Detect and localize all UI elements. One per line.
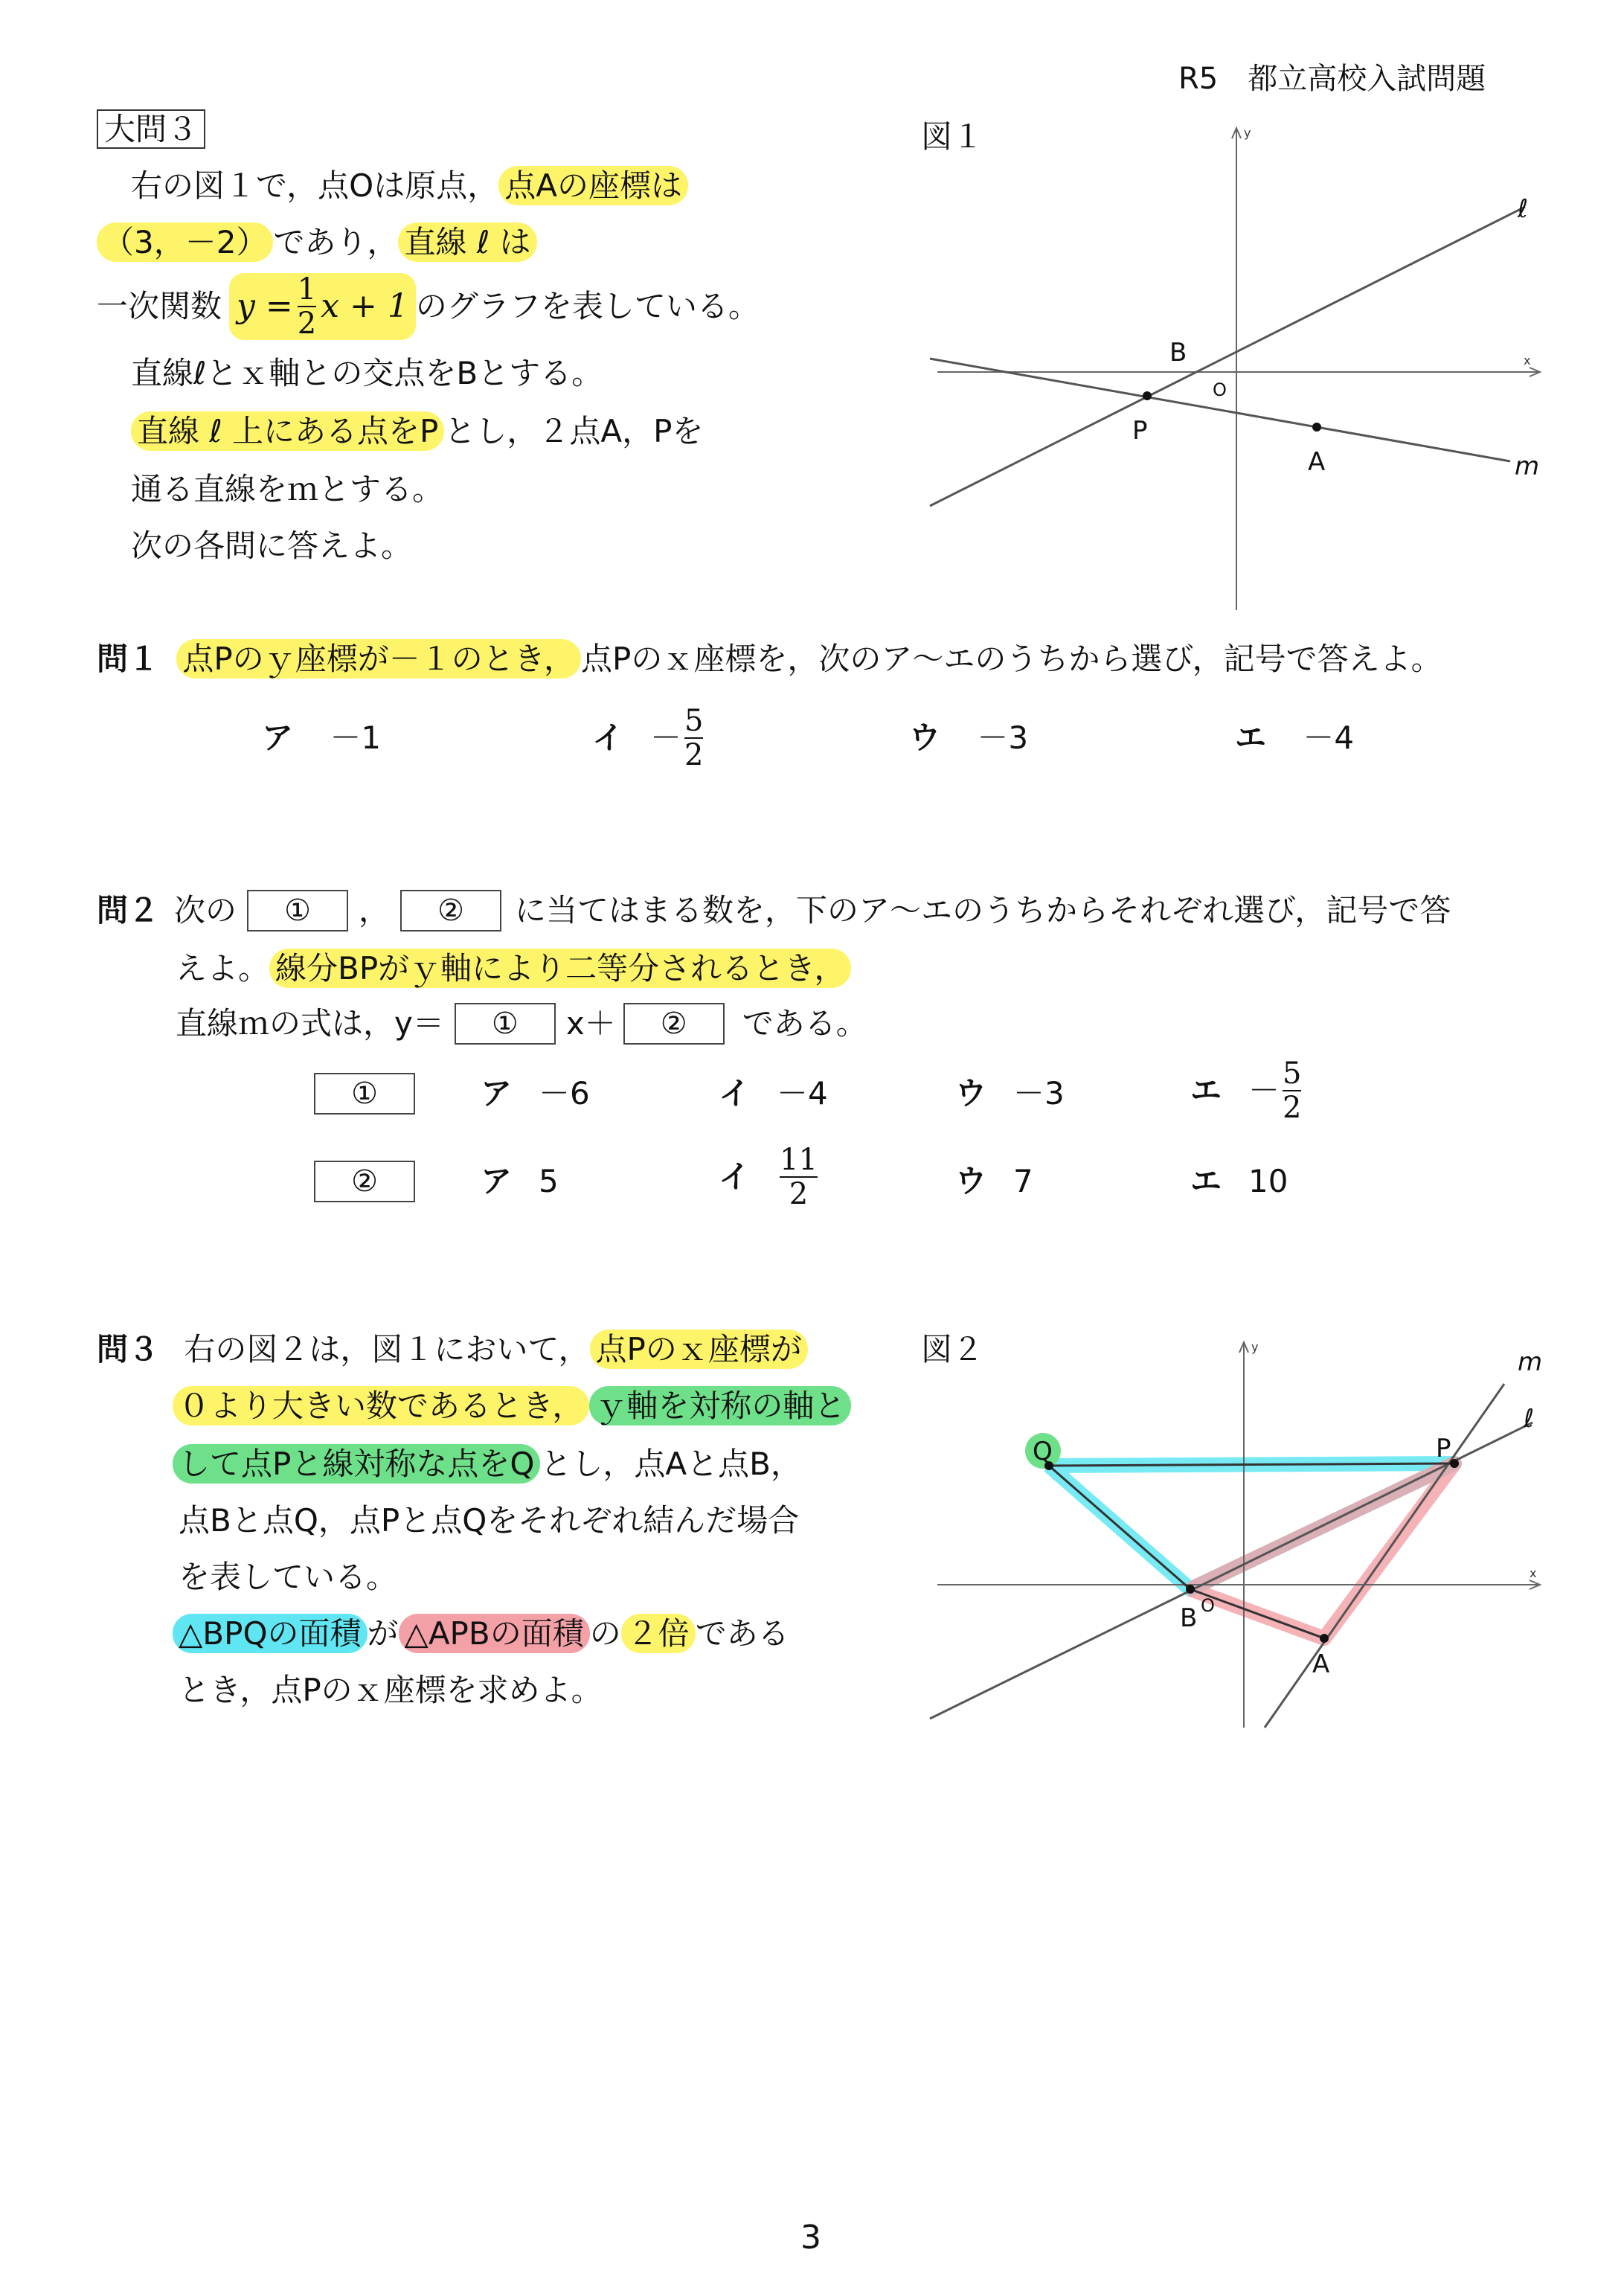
equation-blank-2: ② [623, 1003, 725, 1045]
intro-line-4: 直線ℓとｘ軸との交点をBとする。 [131, 355, 603, 391]
q2-row2-choice-d: エ 10 [1190, 1163, 1288, 1199]
intro-line-6: 通る直線をｍとする。 [131, 471, 444, 507]
point-B-label: B [1180, 1603, 1198, 1633]
question-3-line-7: とき，点Pのｘ座標を求めよ。 [179, 1672, 603, 1708]
line-m [930, 359, 1510, 461]
y-axis-label: y [1244, 126, 1251, 140]
intro-line-2: （3，－2） であり， 直線 ℓ は [97, 222, 537, 263]
question-3-line-1: 問３ 右の図２は，図１において， 点Pのｘ座標が [97, 1329, 808, 1370]
row-2-box: ② [314, 1161, 415, 1202]
linear-function-formula: y = $\frac{1}{2}$ x + 1 [229, 273, 416, 340]
blank-2-box: ② [400, 890, 501, 931]
line-l [930, 207, 1525, 506]
q2-row1-choice-a: ア －6 [481, 1075, 590, 1112]
line-m [1265, 1384, 1504, 1728]
q2-row-1 [314, 1056, 415, 1131]
problem-label: 大問３ [97, 109, 205, 150]
intro-line-3: 一次関数 y = $\frac{1}{2}$ x + 1 のグラフを表している。 [97, 272, 760, 341]
question-3-label: 問３ [97, 1331, 160, 1367]
x-axis-label: x [1524, 353, 1531, 368]
question-2-line-1: 問２ 次の ① ， ② に当てはまる数を，下のア～エのうちからそれぞれ選び，記号で答 [97, 890, 1451, 931]
q2-row2-choice-b-fraction: $\frac{11}{2}$ [780, 1143, 818, 1211]
q1-choice-d: エ －4 [1235, 719, 1355, 756]
point-P [1450, 1459, 1459, 1468]
point-A-label: A [1308, 447, 1326, 477]
question-3-line-6: △BPQの面積 が △APBの面積 の ２倍 である [173, 1613, 789, 1655]
triangle-APB-highlight [1190, 1463, 1454, 1638]
q2-row-2 [314, 1144, 415, 1219]
origin-label: O [1213, 379, 1227, 400]
q1-choice-c: ウ －3 [909, 719, 1029, 756]
question-1-label: 問１ [97, 641, 160, 677]
point-P-label: P [1436, 1434, 1451, 1463]
figure-2 [922, 1332, 1562, 1741]
figure-2-label: 図２ [921, 1331, 984, 1367]
q1-choice-b-fraction: $\frac{5}{2}$ [684, 704, 704, 772]
point-B [1186, 1585, 1195, 1594]
line-l-label: ℓ [1524, 1404, 1535, 1434]
segment-QB [1049, 1466, 1190, 1589]
point-A [1312, 423, 1321, 432]
question-2-line-3: 直線ｍの式は，y＝ ① x＋ ② である。 [176, 1003, 867, 1045]
q2-row1-choice-d-fraction: $\frac{5}{2}$ [1283, 1056, 1302, 1125]
q2-row2-choice-b: イ $\frac{11}{2}$ [719, 1143, 818, 1211]
origin-label: O [1201, 1595, 1215, 1616]
point-P [1143, 391, 1152, 400]
question-3-line-4: 点Bと点Q，点Pと点Qをそれぞれ結んだ場合 [179, 1502, 800, 1539]
question-2-line-2: えよ。 線分BPがｙ軸により二等分されるとき， [176, 948, 851, 990]
figure-1-label: 図１ [921, 118, 984, 155]
q2-row2-choice-a: ア 5 [481, 1163, 559, 1199]
y-axis-label: y [1251, 1340, 1259, 1354]
point-P-label: P [1132, 416, 1148, 446]
point-A [1320, 1634, 1329, 1643]
triangle-BPQ-highlight [1049, 1463, 1454, 1589]
equation-blank-1: ① [455, 1003, 556, 1045]
q1-choice-b: イ － $\frac{5}{2}$ [592, 704, 704, 772]
intro-line-7: 次の各問に答えよ。 [131, 527, 413, 564]
q2-row1-choice-d: エ － $\frac{5}{2}$ [1190, 1056, 1302, 1125]
line-l-label: ℓ [1518, 194, 1529, 224]
page-number: 3 [800, 2219, 821, 2257]
q2-row1-choice-c: ウ －3 [955, 1075, 1065, 1112]
question-3-line-2: ０より大きい数であるとき， ｙ軸を対称の軸と [173, 1385, 851, 1427]
line-m-label: m [1515, 452, 1540, 481]
point-A-label: A [1312, 1649, 1330, 1679]
question-2-label: 問２ [97, 892, 160, 929]
q2-row1-choice-b: イ －4 [719, 1075, 828, 1112]
x-axis-label: x [1530, 1566, 1537, 1580]
line-m-label: m [1518, 1347, 1543, 1377]
question-3-line-3: して点Pと線対称な点をQ とし，点Aと点B， [173, 1443, 802, 1485]
question-1-text: 問１ 点Pのｙ座標が－１のとき， 点Pのｘ座標を，次のア～エのうちから選び，記号で答えよ。 [97, 641, 1442, 677]
page-header: R5 都立高校入試問題 [1178, 62, 1486, 96]
q2-row2-choice-c: ウ 7 [955, 1163, 1033, 1199]
intro-line-1: 右の図１で，点Oは原点， 点Aの座標は [131, 165, 688, 207]
question-3-line-5: を表している。 [179, 1559, 398, 1595]
figure-1 [915, 119, 1555, 618]
point-Q-label: Q [1033, 1437, 1053, 1466]
q1-choice-a: ア －1 [262, 719, 382, 756]
blank-1-box: ① [247, 890, 348, 931]
row-1-box: ① [314, 1073, 415, 1115]
point-B-label: B [1169, 338, 1187, 368]
intro-line-5: 直線 ℓ 上にある点をP とし，２点A，Pを [131, 411, 703, 452]
formula-fraction: $\frac{1}{2}$ [297, 272, 317, 341]
